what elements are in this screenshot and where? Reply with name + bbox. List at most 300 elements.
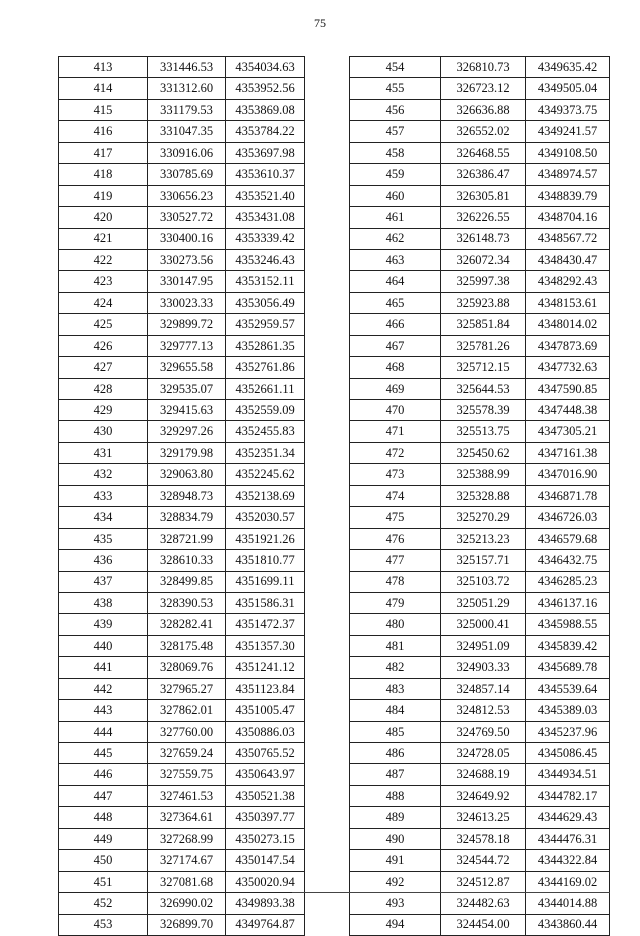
x-coordinate-cell: 325157.71 (441, 550, 526, 571)
x-coordinate-cell: 329063.80 (148, 464, 226, 485)
point-number-cell: 489 (350, 807, 441, 828)
x-coordinate-cell: 328948.73 (148, 485, 226, 506)
y-coordinate-cell: 4349505.04 (526, 78, 610, 99)
table-row (59, 657, 305, 678)
table-row (59, 635, 305, 656)
point-number-cell: 416 (59, 121, 148, 142)
point-number-cell: 454 (350, 57, 441, 78)
x-coordinate-cell: 324649.92 (441, 785, 526, 806)
x-coordinate-cell: 331446.53 (148, 57, 226, 78)
y-coordinate-cell: 4354034.63 (226, 57, 305, 78)
point-number-cell: 487 (350, 764, 441, 785)
x-coordinate-cell: 324613.25 (441, 807, 526, 828)
y-coordinate-cell: 4344629.43 (526, 807, 610, 828)
y-coordinate-cell: 4353697.98 (226, 142, 305, 163)
table-row (59, 164, 305, 185)
x-coordinate-cell: 324688.19 (441, 764, 526, 785)
y-coordinate-cell: 4350643.97 (226, 764, 305, 785)
table-row (59, 785, 305, 806)
table-row (59, 185, 305, 206)
x-coordinate-cell: 325270.29 (441, 507, 526, 528)
point-number-cell: 461 (350, 207, 441, 228)
point-number-cell: 460 (350, 185, 441, 206)
y-coordinate-cell: 4347590.85 (526, 378, 610, 399)
point-number-cell: 422 (59, 249, 148, 270)
table-row (59, 78, 305, 99)
table-row (350, 571, 610, 592)
point-number-cell: 424 (59, 292, 148, 313)
y-coordinate-cell: 4344169.02 (526, 871, 610, 892)
x-coordinate-cell: 327965.27 (148, 678, 226, 699)
x-coordinate-cell: 325997.38 (441, 271, 526, 292)
table-row (350, 271, 610, 292)
y-coordinate-cell: 4346579.68 (526, 528, 610, 549)
x-coordinate-cell: 325712.15 (441, 357, 526, 378)
point-number-cell: 413 (59, 57, 148, 78)
point-number-cell: 467 (350, 335, 441, 356)
table-row (59, 914, 305, 935)
table-row (350, 314, 610, 335)
point-number-cell: 428 (59, 378, 148, 399)
y-coordinate-cell: 4353784.22 (226, 121, 305, 142)
y-coordinate-cell: 4348974.57 (526, 164, 610, 185)
table-row (350, 850, 610, 871)
y-coordinate-cell: 4352245.62 (226, 464, 305, 485)
y-coordinate-cell: 4345237.96 (526, 721, 610, 742)
table-row (350, 378, 610, 399)
y-coordinate-cell: 4346285.23 (526, 571, 610, 592)
point-number-cell: 490 (350, 828, 441, 849)
y-coordinate-cell: 4352030.57 (226, 507, 305, 528)
point-number-cell: 485 (350, 721, 441, 742)
y-coordinate-cell: 4351357.30 (226, 635, 305, 656)
x-coordinate-cell: 326636.88 (441, 99, 526, 120)
x-coordinate-cell: 327364.61 (148, 807, 226, 828)
y-coordinate-cell: 4353246.43 (226, 249, 305, 270)
point-number-cell: 470 (350, 400, 441, 421)
table-row (59, 378, 305, 399)
table-row (350, 164, 610, 185)
point-number-cell: 457 (350, 121, 441, 142)
table-row (59, 485, 305, 506)
table-row (59, 442, 305, 463)
y-coordinate-cell: 4349241.57 (526, 121, 610, 142)
y-coordinate-cell: 4347732.63 (526, 357, 610, 378)
x-coordinate-cell: 326810.73 (441, 57, 526, 78)
y-coordinate-cell: 4345839.42 (526, 635, 610, 656)
x-coordinate-cell: 324951.09 (441, 635, 526, 656)
y-coordinate-cell: 4351241.12 (226, 657, 305, 678)
point-number-cell: 477 (350, 550, 441, 571)
x-coordinate-cell: 326148.73 (441, 228, 526, 249)
table-row (350, 614, 610, 635)
x-coordinate-cell: 325328.88 (441, 485, 526, 506)
table-row (350, 400, 610, 421)
x-coordinate-cell: 330273.56 (148, 249, 226, 270)
x-coordinate-cell: 330785.69 (148, 164, 226, 185)
page-number: 75 (314, 16, 326, 30)
point-number-cell: 459 (350, 164, 441, 185)
table-row (350, 550, 610, 571)
x-coordinate-cell: 329777.13 (148, 335, 226, 356)
x-coordinate-cell: 328610.33 (148, 550, 226, 571)
y-coordinate-cell: 4352761.86 (226, 357, 305, 378)
point-number-cell: 475 (350, 507, 441, 528)
table-row (350, 78, 610, 99)
x-coordinate-cell: 325388.99 (441, 464, 526, 485)
x-coordinate-cell: 330656.23 (148, 185, 226, 206)
table-row (59, 421, 305, 442)
table-row (350, 592, 610, 613)
point-number-cell: 471 (350, 421, 441, 442)
point-number-cell: 462 (350, 228, 441, 249)
table-row (59, 807, 305, 828)
x-coordinate-cell: 329655.58 (148, 357, 226, 378)
table-row (59, 249, 305, 270)
table-row (59, 314, 305, 335)
x-coordinate-cell: 328499.85 (148, 571, 226, 592)
point-number-cell: 488 (350, 785, 441, 806)
table-row (59, 292, 305, 313)
y-coordinate-cell: 4353152.11 (226, 271, 305, 292)
x-coordinate-cell: 325513.75 (441, 421, 526, 442)
point-number-cell: 437 (59, 571, 148, 592)
y-coordinate-cell: 4344934.51 (526, 764, 610, 785)
x-coordinate-cell: 326468.55 (441, 142, 526, 163)
point-number-cell: 426 (59, 335, 148, 356)
y-coordinate-cell: 4349764.87 (226, 914, 305, 935)
y-coordinate-cell: 4347305.21 (526, 421, 610, 442)
x-coordinate-cell: 329297.26 (148, 421, 226, 442)
table-row (59, 592, 305, 613)
x-coordinate-cell: 331179.53 (148, 99, 226, 120)
x-coordinate-cell: 327461.53 (148, 785, 226, 806)
x-coordinate-cell: 324454.00 (441, 914, 526, 935)
point-number-cell: 430 (59, 421, 148, 442)
y-coordinate-cell: 4351472.37 (226, 614, 305, 635)
y-coordinate-cell: 4345086.45 (526, 743, 610, 764)
table-row (59, 99, 305, 120)
y-coordinate-cell: 4345539.64 (526, 678, 610, 699)
y-coordinate-cell: 4352559.09 (226, 400, 305, 421)
x-coordinate-cell: 328069.76 (148, 657, 226, 678)
table-row (350, 207, 610, 228)
point-number-cell: 478 (350, 571, 441, 592)
y-coordinate-cell: 4349373.75 (526, 99, 610, 120)
table-row (59, 700, 305, 721)
table-row (350, 292, 610, 313)
table-row (350, 357, 610, 378)
point-number-cell: 481 (350, 635, 441, 656)
point-number-cell: 456 (350, 99, 441, 120)
y-coordinate-cell: 4346432.75 (526, 550, 610, 571)
y-coordinate-cell: 4352861.35 (226, 335, 305, 356)
y-coordinate-cell: 4345689.78 (526, 657, 610, 678)
x-coordinate-cell: 325781.26 (441, 335, 526, 356)
point-number-cell: 433 (59, 485, 148, 506)
point-number-cell: 458 (350, 142, 441, 163)
x-coordinate-cell: 327081.68 (148, 871, 226, 892)
y-coordinate-cell: 4351810.77 (226, 550, 305, 571)
point-number-cell: 445 (59, 743, 148, 764)
table-row (59, 721, 305, 742)
y-coordinate-cell: 4352351.34 (226, 442, 305, 463)
x-coordinate-cell: 325103.72 (441, 571, 526, 592)
x-coordinate-cell: 326386.47 (441, 164, 526, 185)
y-coordinate-cell: 4353056.49 (226, 292, 305, 313)
table-row (350, 764, 610, 785)
table-row (350, 99, 610, 120)
y-coordinate-cell: 4348153.61 (526, 292, 610, 313)
table-row (350, 142, 610, 163)
x-coordinate-cell: 325213.23 (441, 528, 526, 549)
table-row (59, 828, 305, 849)
point-number-cell: 494 (350, 914, 441, 935)
point-number-cell: 423 (59, 271, 148, 292)
point-number-cell: 465 (350, 292, 441, 313)
x-coordinate-cell: 328175.48 (148, 635, 226, 656)
point-number-cell: 432 (59, 464, 148, 485)
table-row (350, 335, 610, 356)
table-row (350, 828, 610, 849)
point-number-cell: 420 (59, 207, 148, 228)
table-row (350, 893, 610, 914)
table-row (350, 442, 610, 463)
point-number-cell: 444 (59, 721, 148, 742)
table-row (350, 249, 610, 270)
y-coordinate-cell: 4350273.15 (226, 828, 305, 849)
table-row (59, 850, 305, 871)
point-number-cell: 466 (350, 314, 441, 335)
table-row (350, 871, 610, 892)
x-coordinate-cell: 331047.35 (148, 121, 226, 142)
point-number-cell: 440 (59, 635, 148, 656)
x-coordinate-cell: 324728.05 (441, 743, 526, 764)
table-row (59, 678, 305, 699)
point-number-cell: 446 (59, 764, 148, 785)
x-coordinate-cell: 324544.72 (441, 850, 526, 871)
point-number-cell: 414 (59, 78, 148, 99)
point-number-cell: 419 (59, 185, 148, 206)
point-number-cell: 493 (350, 893, 441, 914)
x-coordinate-cell: 327268.99 (148, 828, 226, 849)
y-coordinate-cell: 4352661.11 (226, 378, 305, 399)
y-coordinate-cell: 4348839.79 (526, 185, 610, 206)
point-number-cell: 474 (350, 485, 441, 506)
x-coordinate-cell: 325578.39 (441, 400, 526, 421)
table-row (350, 700, 610, 721)
table-row (350, 228, 610, 249)
point-number-cell: 434 (59, 507, 148, 528)
table-row (350, 785, 610, 806)
y-coordinate-cell: 4348014.02 (526, 314, 610, 335)
point-number-cell: 451 (59, 871, 148, 892)
point-number-cell: 491 (350, 850, 441, 871)
point-number-cell: 486 (350, 743, 441, 764)
x-coordinate-cell: 330916.06 (148, 142, 226, 163)
point-number-cell: 421 (59, 228, 148, 249)
point-number-cell: 441 (59, 657, 148, 678)
x-coordinate-cell: 326072.34 (441, 249, 526, 270)
x-coordinate-cell: 326305.81 (441, 185, 526, 206)
table-row (350, 635, 610, 656)
point-number-cell: 464 (350, 271, 441, 292)
y-coordinate-cell: 4345988.55 (526, 614, 610, 635)
y-coordinate-cell: 4350020.94 (226, 871, 305, 892)
table-row (350, 507, 610, 528)
x-coordinate-cell: 325000.41 (441, 614, 526, 635)
table-row (59, 871, 305, 892)
point-number-cell: 439 (59, 614, 148, 635)
point-number-cell: 415 (59, 99, 148, 120)
y-coordinate-cell: 4348704.16 (526, 207, 610, 228)
x-coordinate-cell: 330400.16 (148, 228, 226, 249)
x-coordinate-cell: 329415.63 (148, 400, 226, 421)
point-number-cell: 492 (350, 871, 441, 892)
x-coordinate-cell: 327760.00 (148, 721, 226, 742)
x-coordinate-cell: 326990.02 (148, 893, 226, 914)
x-coordinate-cell: 326226.55 (441, 207, 526, 228)
y-coordinate-cell: 4345389.03 (526, 700, 610, 721)
table-row (350, 57, 610, 78)
table-row (59, 528, 305, 549)
y-coordinate-cell: 4350765.52 (226, 743, 305, 764)
y-coordinate-cell: 4350147.54 (226, 850, 305, 871)
table-row (59, 507, 305, 528)
y-coordinate-cell: 4350397.77 (226, 807, 305, 828)
point-number-cell: 442 (59, 678, 148, 699)
x-coordinate-cell: 330527.72 (148, 207, 226, 228)
table-row (350, 485, 610, 506)
point-number-cell: 476 (350, 528, 441, 549)
table-row (59, 743, 305, 764)
point-number-cell: 484 (350, 700, 441, 721)
point-number-cell: 425 (59, 314, 148, 335)
table-row (350, 464, 610, 485)
y-coordinate-cell: 4348567.72 (526, 228, 610, 249)
x-coordinate-cell: 324769.50 (441, 721, 526, 742)
y-coordinate-cell: 4351123.84 (226, 678, 305, 699)
table-row (59, 121, 305, 142)
table-row (350, 678, 610, 699)
y-coordinate-cell: 4351699.11 (226, 571, 305, 592)
table-row (59, 207, 305, 228)
y-coordinate-cell: 4353339.42 (226, 228, 305, 249)
y-coordinate-cell: 4347161.38 (526, 442, 610, 463)
point-number-cell: 469 (350, 378, 441, 399)
point-number-cell: 448 (59, 807, 148, 828)
y-coordinate-cell: 4349893.38 (226, 893, 305, 914)
y-coordinate-cell: 4352138.69 (226, 485, 305, 506)
y-coordinate-cell: 4344322.84 (526, 850, 610, 871)
y-coordinate-cell: 4346871.78 (526, 485, 610, 506)
x-coordinate-cell: 331312.60 (148, 78, 226, 99)
y-coordinate-cell: 4349108.50 (526, 142, 610, 163)
y-coordinate-cell: 4344782.17 (526, 785, 610, 806)
y-coordinate-cell: 4347448.38 (526, 400, 610, 421)
point-number-cell: 417 (59, 142, 148, 163)
table-row (59, 464, 305, 485)
x-coordinate-cell: 325450.62 (441, 442, 526, 463)
table-row (350, 421, 610, 442)
table-row (350, 914, 610, 935)
y-coordinate-cell: 4351586.31 (226, 592, 305, 613)
point-number-cell: 453 (59, 914, 148, 935)
table-row (59, 335, 305, 356)
x-coordinate-cell: 326899.70 (148, 914, 226, 935)
y-coordinate-cell: 4348292.43 (526, 271, 610, 292)
point-number-cell: 436 (59, 550, 148, 571)
x-coordinate-cell: 325923.88 (441, 292, 526, 313)
x-coordinate-cell: 329899.72 (148, 314, 226, 335)
y-coordinate-cell: 4353521.40 (226, 185, 305, 206)
point-number-cell: 435 (59, 528, 148, 549)
point-number-cell: 449 (59, 828, 148, 849)
point-number-cell: 450 (59, 850, 148, 871)
x-coordinate-cell: 324482.63 (441, 893, 526, 914)
point-number-cell: 472 (350, 442, 441, 463)
point-number-cell: 480 (350, 614, 441, 635)
coordinates-table-left (58, 56, 305, 936)
y-coordinate-cell: 4346726.03 (526, 507, 610, 528)
x-coordinate-cell: 328282.41 (148, 614, 226, 635)
x-coordinate-cell: 328834.79 (148, 507, 226, 528)
y-coordinate-cell: 4349635.42 (526, 57, 610, 78)
x-coordinate-cell: 327659.24 (148, 743, 226, 764)
y-coordinate-cell: 4347873.69 (526, 335, 610, 356)
x-coordinate-cell: 324812.53 (441, 700, 526, 721)
table-row (59, 271, 305, 292)
y-coordinate-cell: 4351005.47 (226, 700, 305, 721)
table-row (59, 142, 305, 163)
point-number-cell: 429 (59, 400, 148, 421)
y-coordinate-cell: 4347016.90 (526, 464, 610, 485)
table-row (59, 893, 305, 914)
table-row (350, 657, 610, 678)
y-coordinate-cell: 4343860.44 (526, 914, 610, 935)
table-row (350, 721, 610, 742)
y-coordinate-cell: 4352455.83 (226, 421, 305, 442)
y-coordinate-cell: 4353610.37 (226, 164, 305, 185)
table-row (59, 400, 305, 421)
x-coordinate-cell: 326723.12 (441, 78, 526, 99)
table-row (350, 528, 610, 549)
x-coordinate-cell: 324857.14 (441, 678, 526, 699)
point-number-cell: 455 (350, 78, 441, 99)
x-coordinate-cell: 324512.87 (441, 871, 526, 892)
table-row (59, 614, 305, 635)
table-row (59, 57, 305, 78)
point-number-cell: 443 (59, 700, 148, 721)
x-coordinate-cell: 325051.29 (441, 592, 526, 613)
y-coordinate-cell: 4350521.38 (226, 785, 305, 806)
x-coordinate-cell: 325851.84 (441, 314, 526, 335)
point-number-cell: 482 (350, 657, 441, 678)
y-coordinate-cell: 4353869.08 (226, 99, 305, 120)
y-coordinate-cell: 4351921.26 (226, 528, 305, 549)
x-coordinate-cell: 329535.07 (148, 378, 226, 399)
x-coordinate-cell: 328390.53 (148, 592, 226, 613)
y-coordinate-cell: 4348430.47 (526, 249, 610, 270)
table-row (59, 571, 305, 592)
point-number-cell: 438 (59, 592, 148, 613)
point-number-cell: 418 (59, 164, 148, 185)
y-coordinate-cell: 4350886.03 (226, 721, 305, 742)
y-coordinate-cell: 4353952.56 (226, 78, 305, 99)
point-number-cell: 473 (350, 464, 441, 485)
x-coordinate-cell: 328721.99 (148, 528, 226, 549)
table-row (350, 743, 610, 764)
